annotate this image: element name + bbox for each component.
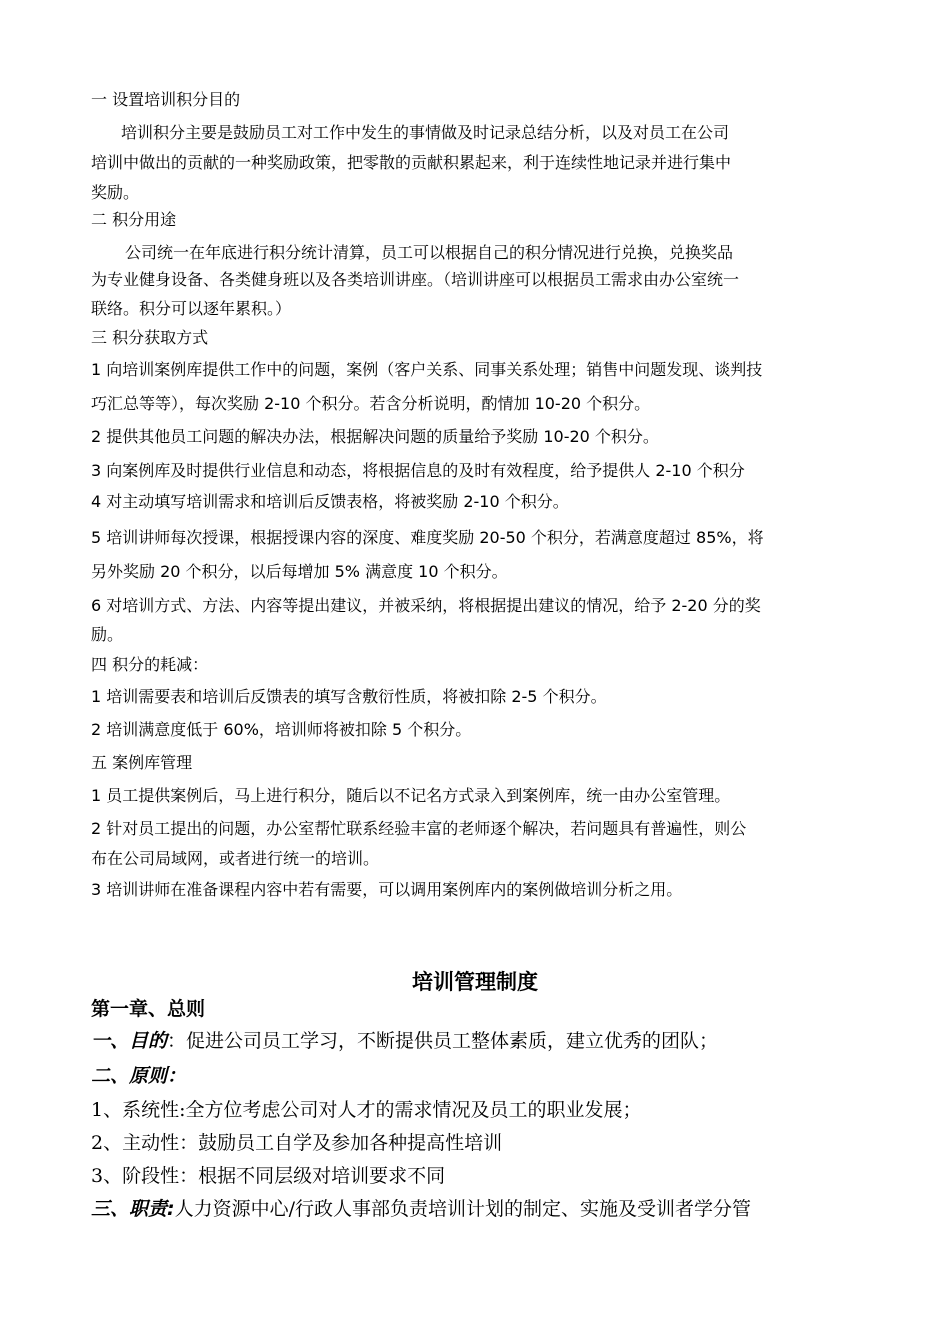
- list-line: 1 培训需要表和培训后反馈表的填写含敷衍性质，将被扣除 2-5 个积分。: [91, 687, 607, 706]
- purpose-prefix: 一、: [91, 1030, 130, 1052]
- list-line: 2 提供其他员工问题的解决办法，根据解决问题的质量给予奖励 10-20 个积分。: [91, 427, 659, 446]
- list-line: 2 培训满意度低于 60%，培训师将被扣除 5 个积分。: [91, 720, 472, 739]
- list-line: 6 对培训方式、方法、内容等提出建议，并被采纳，将根据提出建议的情况，给予 2-20 分的奖: [91, 596, 761, 615]
- paragraph-line: 为专业健身设备、各类健身班以及各类培训讲座。（培训讲座可以根据员工需求由办公室统一: [91, 270, 740, 289]
- section-heading-case-library: 五 案例库管理: [91, 753, 193, 772]
- section-heading-usage: 二 积分用途: [91, 210, 177, 229]
- chapter-heading: 第一章、总则: [91, 998, 206, 1020]
- section-heading-acquisition: 三 积分获取方式: [91, 328, 209, 347]
- principle-line: 1、系统性:全方位考虑公司对人才的需求情况及员工的职业发展；: [91, 1099, 642, 1121]
- document-title: 培训管理制度: [412, 970, 538, 994]
- list-line: 巧汇总等等），每次奖励 2-10 个积分。若含分析说明，酌情加 10-20 个积分。: [91, 394, 651, 413]
- paragraph-line: 培训中做出的贡献的一种奖励政策，把零散的贡献积累起来，利于连续性地记录并进行集中: [91, 153, 732, 172]
- section-heading-purpose: 一 设置培训积分目的: [91, 90, 241, 109]
- responsibility-line: [91, 1195, 871, 1223]
- responsibility-label: 三、职责:: [91, 1198, 175, 1220]
- list-line: 5 培训讲师每次授课，根据授课内容的深度、难度奖励 20-50 个积分，若满意度超过 85%，将: [91, 528, 764, 547]
- list-line: 3 培训讲师在准备课程内容中若有需要，可以调用案例库内的案例做培训分析之用。: [91, 880, 683, 899]
- list-line: 励。: [91, 625, 124, 644]
- principle-line: 3、阶段性：根据不同层级对培训要求不同: [91, 1165, 446, 1187]
- list-line: 1 员工提供案例后，马上进行积分，随后以不记名方式录入到案例库，统一由办公室管理。: [91, 786, 731, 805]
- list-line: 3 向案例库及时提供行业信息和动态，将根据信息的及时有效程度，给予提供人 2-10 个积分: [91, 461, 745, 480]
- purpose-line: [91, 1027, 871, 1055]
- principle-line: 2、主动性：鼓励员工自学及参加各种提高性培训: [91, 1132, 503, 1154]
- list-line: 2 针对员工提出的问题，办公室帮忙联系经验丰富的老师逐个解决，若问题具有普遍性，则公: [91, 819, 747, 838]
- paragraph-line: 联络。积分可以逐年累积。）: [91, 299, 292, 318]
- list-line: 布在公司局域网，或者进行统一的培训。: [91, 849, 380, 868]
- paragraph-line: 培训积分主要是鼓励员工对工作中发生的事情做及时记录总结分析，以及对员工在公司: [121, 123, 730, 142]
- list-line: 另外奖励 20 个积分，以后每增加 5% 满意度 10 个积分。: [91, 562, 508, 581]
- section-heading-deduction: 四 积分的耗减：: [91, 655, 209, 674]
- list-line: 1 向培训案例库提供工作中的问题，案例（客户关系、同事关系处理；销售中问题发现、谈判技: [91, 360, 763, 379]
- responsibility-text: 人力资源中心/行政人事部负责培训计划的制定、实施及受训者学分管: [174, 1198, 752, 1220]
- principles-heading: 二、原则：: [91, 1065, 187, 1087]
- list-line: 4 对主动填写培训需求和培训后反馈表格，将被奖励 2-10 个积分。: [91, 492, 569, 511]
- purpose-text: ：促进公司员工学习，不断提供员工整体素质，建立优秀的团队；: [167, 1030, 719, 1052]
- paragraph-line: 奖励。: [91, 183, 140, 202]
- paragraph-line: 公司统一在年底进行积分统计清算，员工可以根据自己的积分情况进行兑换，兑换奖品: [125, 243, 734, 262]
- purpose-label: 目的: [129, 1030, 168, 1052]
